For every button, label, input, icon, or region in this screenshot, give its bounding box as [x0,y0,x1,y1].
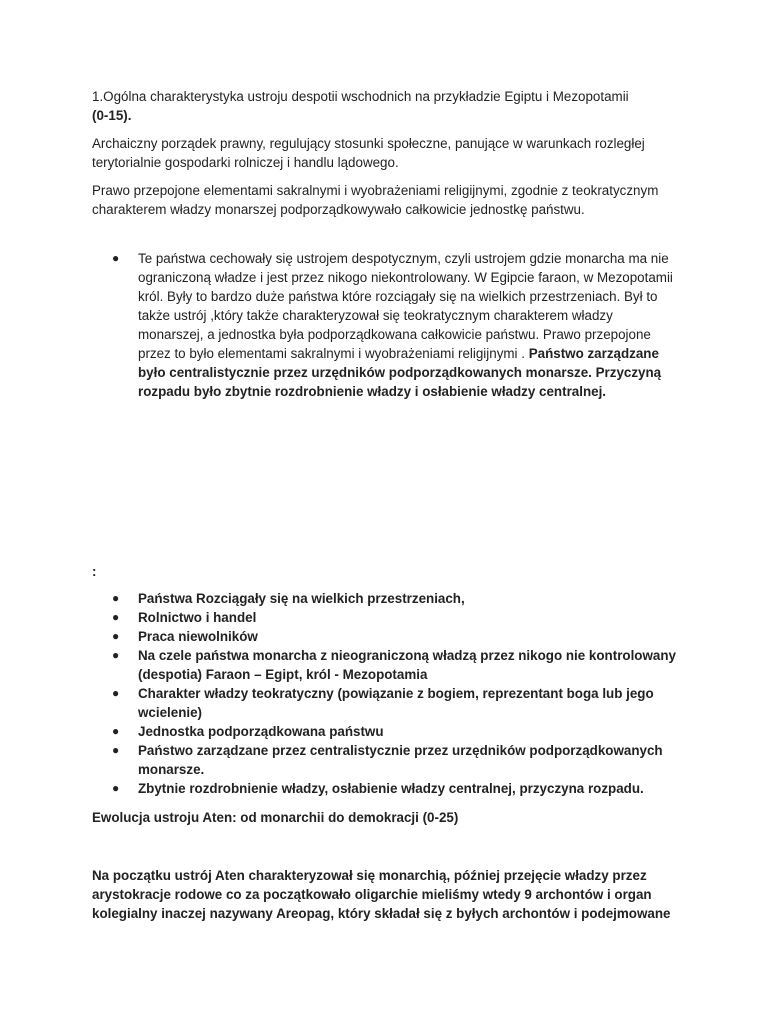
list-item [92,722,680,741]
list-item-bold-text: Państwo zarządzane było centralistycznie przez urzędników podporządkowanych monarsze. Przyczyną rozpadu było zbytnie rozdrobnienie władzy i osłabienie władzy centralnej. [138,346,662,399]
bullet-icon: ● [112,591,120,605]
bullet-icon: ● [112,686,120,700]
list-item [92,627,680,646]
list-item-text: Te państwa cechowały się ustrojem despotycznym, czyli ustrojem gdzie monarcha ma nie ograniczoną władze i jest przez nikogo niekontrolowany. W Egipcie faraon, w Mezopotamii król. Były to bardzo duże państwa które rozciągały się na wielkich przestrzeniach. Był to także ustrój ,który także charakteryzował się teokratycznym charakterem władzy monarszej, a jednostka była podporządkowana całkowicie państwu. Prawo przepojone przez to było elementami sakralnymi i wyobrażeniami religijnymi . [138,251,673,361]
list-item [92,779,680,798]
bullet-icon: ● [112,743,120,757]
list-item [92,249,680,401]
list-item [92,741,680,779]
paragraph-3: Na początku ustrój Aten charakteryzował się monarchią, później przejęcie władzy przez arystokracje rodowe co za początkowało oligarchie mieliśmy wtedy 9 archontów i organ kolegialny inaczej nazywany Areopag, który składał się z byłych archontów i podejmowane [92,868,671,921]
bullet-icon: ● [112,724,120,738]
bullet-list-1 [92,249,680,401]
bullet-icon: ● [112,648,120,662]
list-item-text: Praca niewolników [138,629,258,644]
colon-mark: : [92,564,97,579]
heading-text: 1.Ogólna charakterystyka ustroju despotii wschodnich na przykładzie Egiptu i Mezopotamii [92,89,629,104]
list-item [92,589,680,608]
list-item [92,646,680,684]
section-heading-2: Ewolucja ustroju Aten: od monarchii do demokracji (0-25) [92,810,459,825]
list-item-text: Charakter władzy teokratyczny (powiązanie z bogiem, reprezentant boga lub jego wcielenie) [138,686,654,720]
list-item-text: Państwo zarządzane przez centralistycznie przez urzędników podporządkowanych monarsze. [138,743,663,777]
list-item-text: Rolnictwo i handel [138,610,257,625]
list-item-text: Państwa Rozciągały się na wielkich przestrzeniach, [138,591,465,606]
list-item-text: Jednostka podporządkowana państwu [138,724,384,739]
list-item-text: Na czele państwa monarcha z nieograniczoną władzą przez nikogo nie kontrolowany (despotia) Faraon – Egipt, król - Mezopotamia [138,648,676,682]
bullet-list-2 [92,589,680,798]
bullet-icon: ● [112,251,120,265]
bullet-icon: ● [112,610,120,624]
heading-points: (0-15). [92,108,132,123]
bullet-icon: ● [112,629,120,643]
list-item [92,684,680,722]
bullet-icon: ● [112,781,120,795]
list-item-text: Zbytnie rozdrobnienie władzy, osłabienie władzy centralnej, przyczyna rozpadu. [138,781,644,796]
list-item [92,608,680,627]
paragraph-2: Prawo przepojone elementami sakralnymi i wyobrażeniami religijnymi, zgodnie z teokratycznym charakterem władzy monarszej podporządkowywało całkowicie jednostkę państwu. [92,183,659,217]
section-heading [92,87,692,125]
paragraph-1: Archaiczny porządek prawny, regulujący stosunki społeczne, panujące w warunkach rozległej terytorialnie gospodarki rolniczej i handlu lądowego. [92,136,645,170]
